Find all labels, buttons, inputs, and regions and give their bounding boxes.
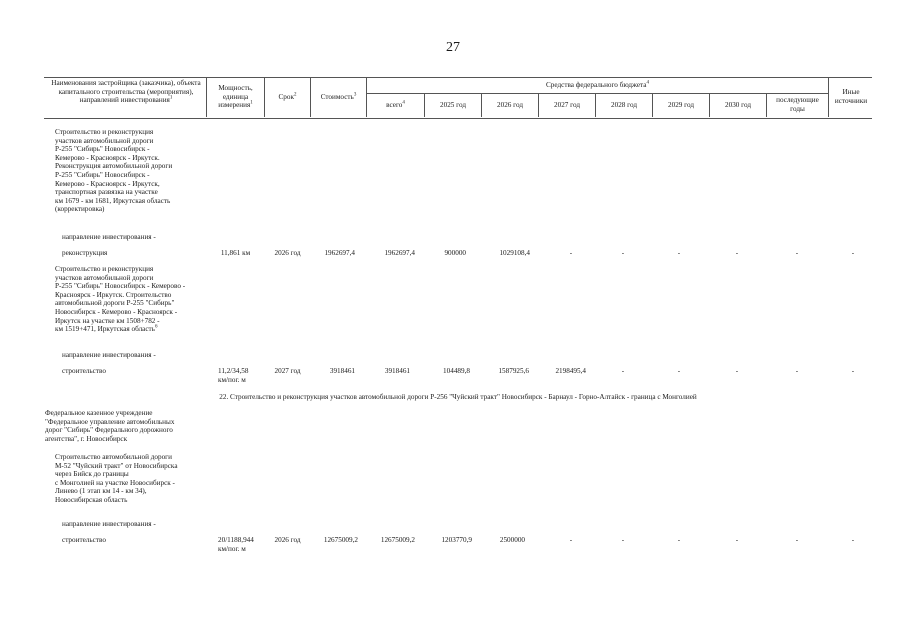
header-year-2028: 2028 год	[611, 101, 637, 109]
object-description: Строительство автомобильной дороги М-52 "Чуйский тракт" от Новосибирска через Бийск до границы с Монголией на участке Новосибирск - Линево (1 этап км 14 - км 34), Новосибирская область	[55, 453, 178, 504]
investment-direction-label: направление инвестирования -	[62, 520, 156, 528]
object-description: Строительство и реконструкция участков автомобильной дороги Р-255 "Сибирь" Новосибирск - Кемерово - Красноярск - Иркутск. Строительство автомобильной дороги Р-255 "Сибирь" Новосибирск - Кемерово - Красноярск - Иркутск на участке км 1508+782 - км 1519+471, Иркутская область$^6$	[55, 265, 186, 334]
header-year-2029: 2029 год	[668, 101, 694, 109]
header-federal-budget: Средства федерального бюджета$^4$	[546, 80, 649, 89]
header-year-2026: 2026 год	[497, 101, 523, 109]
section-heading: 22. Строительство и реконструкция участков автомобильной дороги Р-256 "Чуйский тракт" Новосибирск - Барнаул - Горно-Алтайск - граница с Монголией	[219, 393, 697, 401]
header-year-2027: 2027 год	[554, 101, 580, 109]
header-later-years: последующие годы	[776, 96, 819, 113]
organization-name: Федеральное казенное учреждение "Федеральное управление автомобильных дорог "Сибирь" Федерального дорожного агентства", г. Новосибирск	[45, 409, 175, 443]
header-cost: Стоимость$^3$	[320, 92, 357, 101]
header-capacity: Мощность, единица измерения$^1$	[218, 84, 253, 110]
object-description: Строительство и реконструкция участков автомобильной дороги Р-255 "Сибирь" Новосибирск - Кемерово - Красноярск - Иркутск. Реконструкция автомобильной дороги Р-255 "Сибирь" Новосибирск - Кемерово - Красноярск - Иркутск, транспортная развязка на участке км 1679 - км 1681, Иркутская область (корректировка)	[55, 128, 173, 214]
header-total: всего$^4$	[386, 100, 405, 109]
header-term: Срок$^2$	[278, 92, 297, 101]
header-other-sources: Иные источники	[834, 88, 868, 105]
header-year-2025: 2025 год	[440, 101, 466, 109]
investment-direction-label: направление инвестирования -	[62, 233, 156, 241]
page-number: 27	[446, 40, 460, 55]
header-subrule	[366, 93, 828, 94]
header-year-2030: 2030 год	[725, 101, 751, 109]
header-name: Наименования застройщика (заказчика), объекта капитального строительства (мероприятия), направлений инвестирования$^1$	[51, 79, 201, 105]
investment-direction-label: направление инвестирования -	[62, 351, 156, 359]
